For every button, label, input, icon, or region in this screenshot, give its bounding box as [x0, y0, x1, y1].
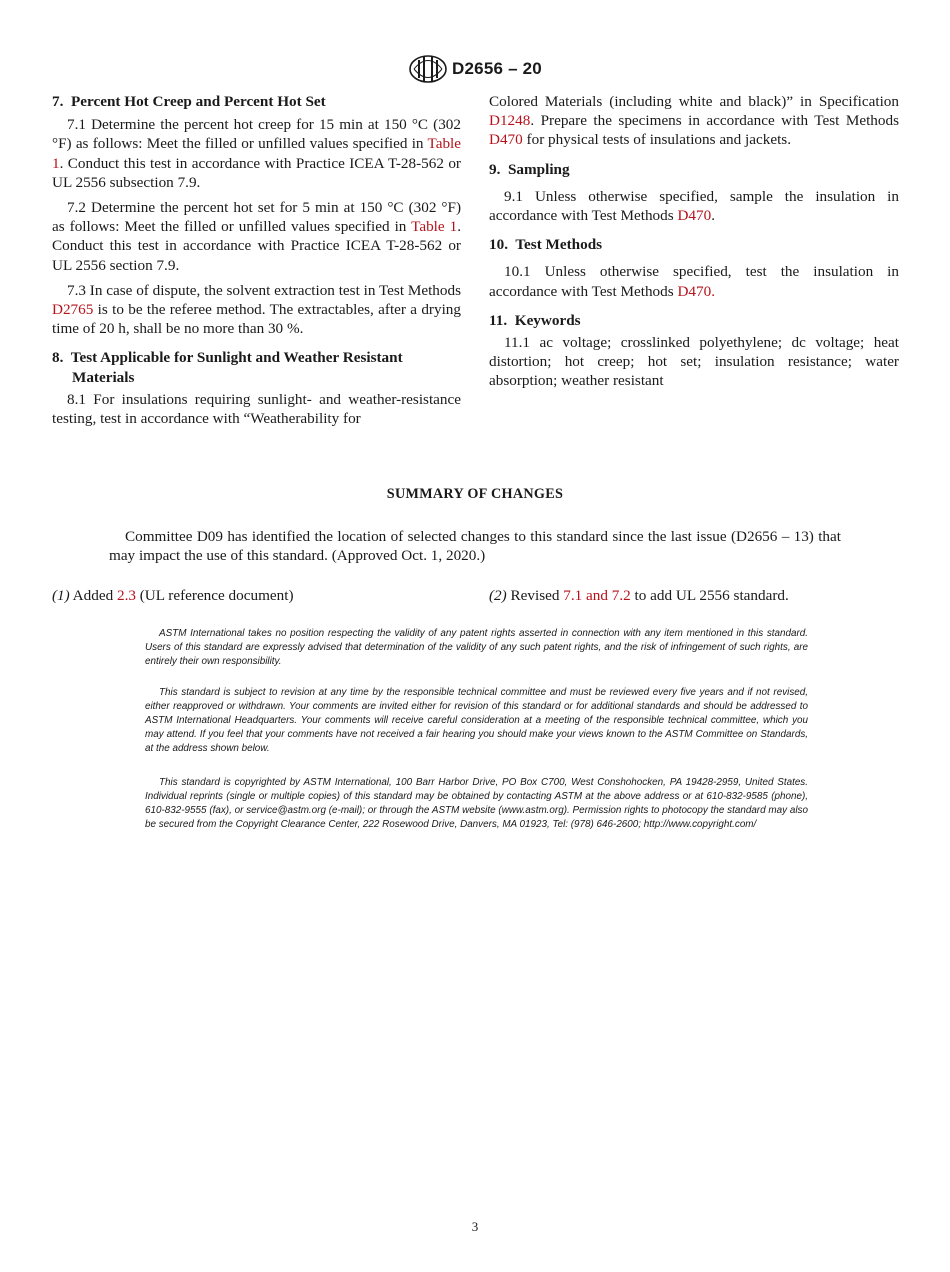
section-9-number: 9.: [489, 160, 501, 178]
copyright-notice: This standard is copyrighted by ASTM International, 100 Barr Harbor Drive, PO Box C700, West Conshohocken, PA 19428-2959, United States. Individual reprints (single or multiple copies) of this standard may be obtained by contacting ASTM at the above address or at 610-832-9585 (phone), 610-832-9555 (fax), or service@astm.org (e-mail); or through the ASTM website (www.astm.org). Permission rights to photocopy the standard may also be secured from the Copyright Clearance Center, 222 Rosewood Drive, Danvers, MA 01923, Tel: (978) 646-2600; http://www.copyright.com/: [145, 777, 808, 830]
section-8-number: 8.: [52, 349, 64, 367]
change-item-1-text: Added: [69, 587, 117, 604]
paragraph-11-1: 11.1 ac voltage; crosslinked polyethylene; dc voltage; heat distortion; hot creep; hot set; insulation resistance; water absorption; weather resistant: [489, 334, 899, 390]
paragraph-8-1-cont-text-mid: . Prepare the specimens in accordance with Test Methods: [530, 112, 899, 130]
paragraph-9-1-text-end: .: [711, 207, 715, 225]
section-11-number: 11.: [489, 311, 508, 329]
d470-link[interactable]: D470: [677, 207, 712, 225]
change-item-2-number: (2): [489, 587, 507, 604]
section-7-number: 7.: [52, 93, 64, 110]
change-item-2-text-end: to add UL 2556 standard.: [630, 587, 789, 604]
document-id: D2656 – 20: [452, 59, 542, 78]
change-item-2: [489, 586, 789, 605]
section-8-heading: [52, 348, 461, 386]
paragraph-7-1-text: 7.1 Determine the percent hot creep for 15 min at 150 °C (302 °F) as follows: Meet the filled or unfilled values specified in: [52, 116, 461, 153]
paragraph-7-1: [52, 115, 461, 192]
d1248-link[interactable]: D1248: [489, 112, 531, 130]
section-10-number: 10.: [489, 236, 508, 254]
paragraph-7-3-text: 7.3 In case of dispute, the solvent extraction test in Test Methods: [67, 281, 461, 299]
paragraph-10-1: [489, 262, 899, 300]
paragraph-8-1-cont-text: Colored Materials (including white and black)” in Specification: [489, 93, 899, 110]
paragraph-7-2: [52, 198, 461, 275]
section-7-title: Percent Hot Creep and Percent Hot Set: [70, 93, 326, 110]
table-1-link[interactable]: Table 1: [411, 218, 458, 236]
astm-logo-icon: [408, 54, 448, 84]
paragraph-8-1-continued: [489, 92, 899, 150]
summary-of-changes-title: SUMMARY OF CHANGES: [386, 486, 564, 502]
section-9-heading: [489, 160, 899, 179]
patent-notice: ASTM International takes no position respecting the validity of any patent rights asserted in connection with any item mentioned in this standard. Users of this standard are expressly advised that determination of the validity of any such patent rights, and the risk of infringement of such rights, are entirely their own responsibility.: [145, 628, 808, 667]
paragraph-8-1: 8.1 For insulations requiring sunlight- and weather-resistance testing, test in accordance with “Weatherability for: [52, 390, 461, 428]
d470-link[interactable]: D470: [489, 131, 523, 149]
right-column: [489, 92, 899, 391]
paragraph-7-3: [52, 281, 461, 339]
section-10-title: Test Methods: [515, 236, 603, 254]
left-column: [52, 92, 461, 428]
section-2-3-link[interactable]: 2.3: [116, 587, 136, 604]
section-11-heading: [489, 311, 899, 330]
table-1-link[interactable]: Table 1: [52, 135, 461, 172]
change-item-1: [52, 586, 294, 605]
change-item-1-text-end: (UL reference document): [135, 587, 294, 604]
section-7-heading: [52, 92, 461, 111]
d470-link[interactable]: D470.: [677, 282, 715, 300]
change-item-2-text: Revised: [506, 587, 564, 604]
page-number: 3: [471, 1219, 479, 1234]
summary-of-changes-body: Committee D09 has identified the location of selected changes to this standard since the last issue (D2656 – 13) that may impact the use of this standard. (Approved Oct. 1, 2020.): [109, 528, 841, 565]
paragraph-7-3-text-end: is to be the referee method. The extractables, after a drying time of 20 h, shall be no more than 30 %.: [52, 301, 461, 338]
page-header: [0, 54, 950, 84]
paragraph-8-1-cont-text-end: for physical tests of insulations and jackets.: [522, 131, 792, 149]
d2765-link[interactable]: D2765: [52, 301, 94, 319]
section-9-title: Sampling: [507, 160, 570, 178]
section-8-title: Test Applicable for Sunlight and Weather Resistant Materials: [70, 349, 403, 386]
paragraph-7-2-text: 7.2 Determine the percent hot set for 5 min at 150 °C (302 °F) as follows: Meet the filled or unfilled values specified in: [52, 199, 461, 236]
sections-7-1-7-2-link[interactable]: 7.1 and 7.2: [563, 587, 631, 604]
section-10-heading: [489, 235, 899, 254]
paragraph-7-2-text-end: . Conduct this test in accordance with Practice ICEA T-28-562 or UL 2556 section 7.9.: [52, 218, 461, 274]
paragraph-10-1-text: 10.1 Unless otherwise specified, test the insulation in accordance with Test Methods: [489, 263, 899, 300]
paragraph-9-1-text: 9.1 Unless otherwise specified, sample the insulation in accordance with Test Methods: [489, 187, 899, 225]
revision-notice: This standard is subject to revision at any time by the responsible technical committee and must be reviewed every five years and if not revised, either reapproved or withdrawn. Your comments are invited either for revision of this standard or for additional standards and should be addressed to ASTM International Headquarters. Your comments will receive careful consideration at a meeting of the responsible technical committee, which you may attend. If you feel that your comments have not received a fair hearing you should make your views known to the ASTM Committee on Standards, at the address shown below.: [145, 687, 808, 754]
paragraph-9-1: [489, 187, 899, 225]
section-11-title: Keywords: [514, 311, 581, 329]
paragraph-7-1-text-end: . Conduct this test in accordance with Practice ICEA T-28-562 or UL 2556 subsection 7.9.: [52, 154, 461, 191]
change-item-1-number: (1): [52, 587, 70, 604]
